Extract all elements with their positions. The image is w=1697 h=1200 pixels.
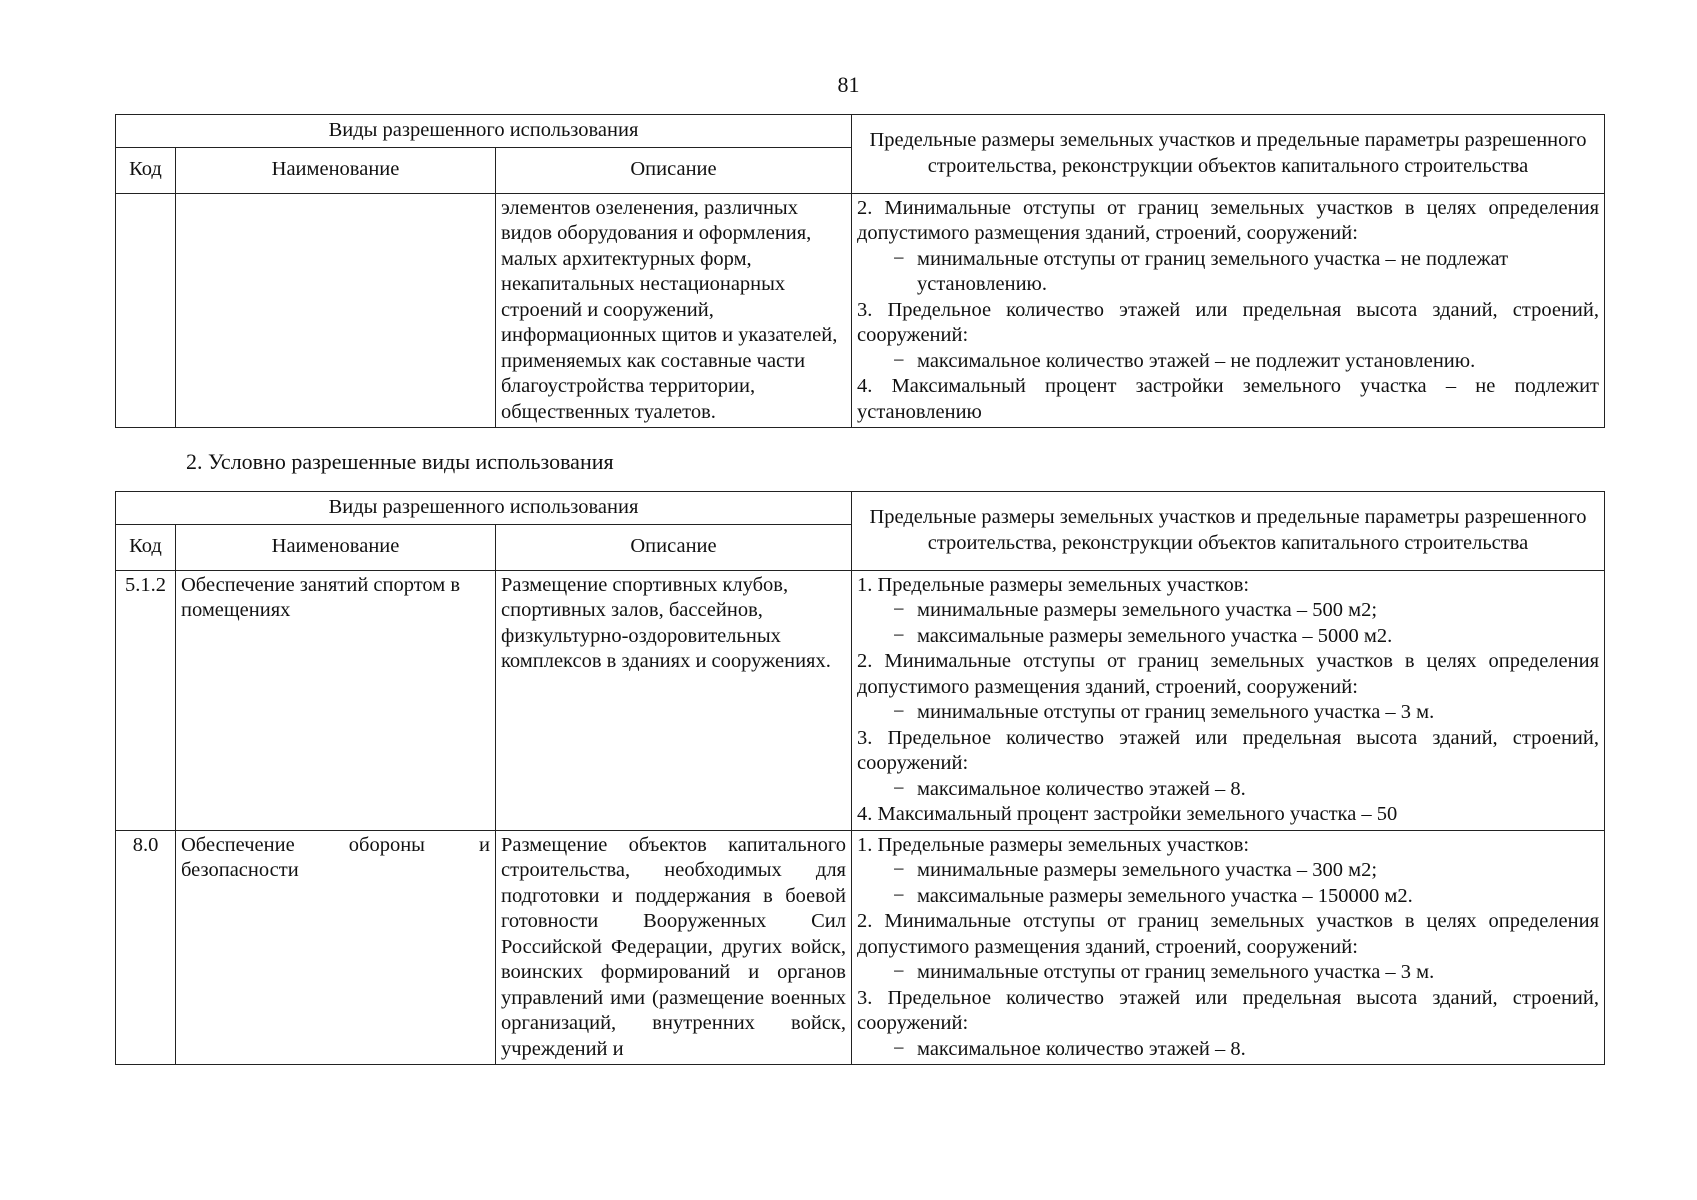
row-description: Размещение спортивных клубов, спортивных залов, бассейнов, физкультурно-оздоровительных комплексов в зданиях и сооружениях.: [496, 570, 852, 830]
row-params: [852, 570, 1605, 830]
param-p1-item: − максимальные размеры земельного участка – 5000 м2.: [857, 624, 1599, 650]
param-p4: 4. Максимальный процент застройки земельного участка – 50: [857, 803, 1398, 825]
section-title: 2. Условно разрешенные виды использования: [186, 449, 614, 474]
param-p3: 3. Предельное количество этажей или предельная высота зданий, строений, сооружений:: [857, 726, 1599, 774]
header-code: Код: [116, 524, 176, 570]
row-description: элементов озеленения, различных видов оборудования и оформления, малых архитектурных форм, некапитальных нестационарных строений и сооружений, информационных щитов и указателей, применяемых как составные части благоустройства территории, общественных туалетов.: [496, 193, 852, 428]
header-description: Описание: [496, 524, 852, 570]
header-description: Описание: [496, 147, 852, 193]
row-code: 8.0: [116, 830, 176, 1065]
header-permitted-uses: Виды разрешенного использования: [116, 492, 852, 525]
header-params: Предельные размеры земельных участков и предельные параметры разрешенного строительства, реконструкции объектов капитального строительства: [852, 115, 1605, 194]
row-description: Размещение объектов капитального строительства, необходимых для подготовки и поддержания в боевой готовности Вооруженных Сил Российской Федерации, других войск, воинских формирований и органов управлений ими (размещение военных организаций, внутренних войск, учреждений и: [496, 830, 852, 1065]
param-p2: 2. Минимальные отступы от границ земельных участков в целях определения допустимого размещения зданий, строений, сооружений:: [857, 650, 1599, 698]
row-code: [116, 193, 176, 428]
header-name: Наименование: [176, 147, 496, 193]
row-code: 5.1.2: [116, 570, 176, 830]
row-name: Обеспечение занятий спортом в помещениях: [176, 570, 496, 830]
header-name: Наименование: [176, 524, 496, 570]
param-p3: 3. Предельное количество этажей или предельная высота зданий, строений, сооружений:: [857, 986, 1599, 1034]
param-p2-item: − минимальные отступы от границ земельного участка – 3 м.: [857, 700, 1599, 726]
param-p2: 2. Минимальные отступы от границ земельных участков в целях определения допустимого размещения зданий, строений, сооружений:: [857, 196, 1599, 244]
param-p3: 3. Предельное количество этажей или предельная высота зданий, строений, сооружений:: [857, 298, 1599, 346]
param-p1: 1. Предельные размеры земельных участков:: [857, 573, 1250, 596]
table-row: [116, 830, 1605, 1065]
param-p3-item: − максимальное количество этажей – 8.: [857, 1037, 1599, 1063]
permitted-use-table-continued: [115, 114, 1605, 428]
table-row: [116, 570, 1605, 830]
row-name: [176, 193, 496, 428]
param-p3-item: − максимальное количество этажей – не подлежит установлению.: [857, 349, 1599, 375]
header-code: Код: [116, 147, 176, 193]
page-number: 81: [837, 72, 860, 97]
conditional-use-table: [115, 491, 1605, 1065]
row-params: [852, 830, 1605, 1065]
row-params: [852, 193, 1605, 428]
param-p1-item: − минимальные размеры земельного участка – 500 м2;: [857, 598, 1599, 624]
header-permitted-uses: Виды разрешенного использования: [116, 115, 852, 148]
header-params: Предельные размеры земельных участков и предельные параметры разрешенного строительства, реконструкции объектов капитального строительства: [852, 492, 1605, 571]
param-p2: 2. Минимальные отступы от границ земельных участков в целях определения допустимого размещения зданий, строений, сооружений:: [857, 910, 1599, 958]
table-row: [116, 193, 1605, 428]
param-p1: 1. Предельные размеры земельных участков:: [857, 833, 1250, 856]
param-p1-item: − максимальные размеры земельного участка – 150000 м2.: [857, 884, 1599, 910]
param-p2-item: − минимальные отступы от границ земельного участка – 3 м.: [857, 960, 1599, 986]
param-p2-item: − минимальные отступы от границ земельного участка – не подлежат установлению.: [857, 247, 1599, 298]
row-name: Обеспечение обороны и безопасности: [176, 830, 496, 1065]
param-p4: 4. Максимальный процент застройки земельного участка – не подлежит установлению: [857, 375, 1599, 423]
param-p3-item: − максимальное количество этажей – 8.: [857, 777, 1599, 803]
param-p1-item: − минимальные размеры земельного участка – 300 м2;: [857, 858, 1599, 884]
